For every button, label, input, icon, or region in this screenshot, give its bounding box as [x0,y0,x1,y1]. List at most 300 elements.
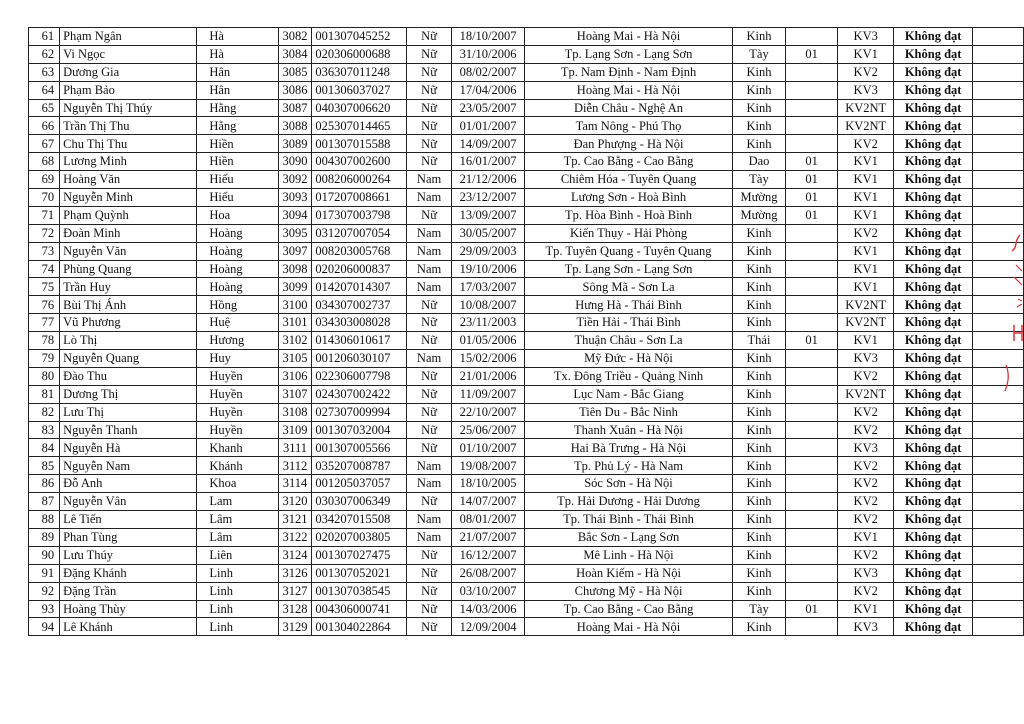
cell-gt: Nữ [407,582,452,600]
cell-ho: Đỗ Anh [60,475,197,493]
cell-ten: Huyền [197,403,278,421]
cell-note [972,564,1023,582]
cell-ho: Phạm Quỳnh [60,206,197,224]
cell-kq: Không đạt [894,278,973,296]
cell-ten: Khanh [197,439,278,457]
cell-ut [786,117,838,135]
cell-kq: Không đạt [894,582,973,600]
cell-ns: 01/01/2007 [451,117,524,135]
cell-kq: Không đạt [894,457,973,475]
cell-kv: KV2NT [838,314,894,332]
cell-ns: 17/04/2006 [451,81,524,99]
cell-ten: Hằng [197,99,278,117]
cell-cccd: 034207015508 [312,511,407,529]
cell-note [972,189,1023,207]
cell-ten: Linh [197,564,278,582]
table-row [29,564,1024,582]
cell-ho: Đặng Khánh [60,564,197,582]
cell-ns: 14/07/2007 [451,493,524,511]
cell-ho: Phùng Quang [60,260,197,278]
cell-ut: 01 [786,600,838,618]
cell-ut [786,493,838,511]
cell-ten: Huệ [197,314,278,332]
cell-note [972,457,1023,475]
cell-cccd: 020207003805 [312,528,407,546]
cell-sbd: 3088 [278,117,312,135]
cell-cccd: 001307038545 [312,582,407,600]
table-row [29,600,1024,618]
cell-ho: Trần Huy [60,278,197,296]
cell-dt: Mường [732,206,785,224]
cell-kv: KV3 [838,564,894,582]
cell-gt: Nam [407,171,452,189]
cell-ten: Hà [197,45,278,63]
table-row [29,439,1024,457]
cell-note [972,600,1023,618]
cell-gt: Nữ [407,117,452,135]
cell-gt: Nữ [407,439,452,457]
cell-ut [786,135,838,153]
cell-cccd: 001306037027 [312,81,407,99]
cell-kv: KV1 [838,278,894,296]
cell-sbd: 3100 [278,296,312,314]
cell-cccd: 001307027475 [312,546,407,564]
cell-kq: Không đạt [894,260,973,278]
cell-kq: Không đạt [894,475,973,493]
cell-sbd: 3094 [278,206,312,224]
cell-dt: Kinh [732,260,785,278]
cell-sbd: 3114 [278,475,312,493]
table-row [29,224,1024,242]
cell-qq: Tp. Cao Bằng - Cao Bằng [525,600,733,618]
table-row [29,278,1024,296]
cell-ten: Hương [197,332,278,350]
table-row [29,260,1024,278]
cell-ns: 03/10/2007 [451,582,524,600]
table-row [29,385,1024,403]
cell-ho: Nguyễn Hà [60,439,197,457]
cell-note [972,81,1023,99]
cell-kv: KV2 [838,582,894,600]
cell-ten: Hoàng [197,242,278,260]
cell-sbd: 3086 [278,81,312,99]
cell-gt: Nam [407,189,452,207]
cell-qq: Hoàng Mai - Hà Nội [525,28,733,46]
cell-gt: Nữ [407,493,452,511]
cell-stt: 91 [29,564,60,582]
cell-dt: Kinh [732,314,785,332]
cell-ns: 17/03/2007 [451,278,524,296]
cell-kq: Không đạt [894,63,973,81]
cell-ns: 23/05/2007 [451,99,524,117]
cell-kv: KV2 [838,403,894,421]
cell-ns: 22/10/2007 [451,403,524,421]
table-row [29,45,1024,63]
table-row [29,367,1024,385]
cell-sbd: 3093 [278,189,312,207]
cell-cccd: 040307006620 [312,99,407,117]
cell-ns: 15/02/2006 [451,350,524,368]
cell-note [972,63,1023,81]
cell-ns: 21/12/2006 [451,171,524,189]
cell-gt: Nam [407,260,452,278]
cell-kv: KV2 [838,475,894,493]
cell-cccd: 001307052021 [312,564,407,582]
cell-qq: Kiến Thụy - Hải Phòng [525,224,733,242]
cell-ut [786,296,838,314]
cell-ho: Nguyễn Minh [60,189,197,207]
cell-ho: Vi Ngọc [60,45,197,63]
cell-note [972,206,1023,224]
cell-ut [786,403,838,421]
cell-stt: 80 [29,367,60,385]
cell-dt: Kinh [732,278,785,296]
cell-sbd: 3112 [278,457,312,475]
cell-kv: KV2 [838,421,894,439]
table-row [29,99,1024,117]
cell-ten: Hiền [197,135,278,153]
cell-dt: Kinh [732,99,785,117]
cell-kv: KV1 [838,153,894,171]
cell-dt: Kinh [732,564,785,582]
cell-ten: Linh [197,618,278,636]
cell-note [972,117,1023,135]
cell-kq: Không đạt [894,367,973,385]
cell-dt: Kinh [732,296,785,314]
cell-cccd: 008203005768 [312,242,407,260]
cell-ten: Liên [197,546,278,564]
cell-note [972,493,1023,511]
cell-kq: Không đạt [894,600,973,618]
cell-ut: 01 [786,332,838,350]
cell-kv: KV1 [838,171,894,189]
cell-qq: Thanh Xuân - Hà Nội [525,421,733,439]
cell-cccd: 014207014307 [312,278,407,296]
table-row [29,528,1024,546]
cell-kq: Không đạt [894,332,973,350]
cell-note [972,403,1023,421]
cell-note [972,546,1023,564]
cell-ten: Hằng [197,117,278,135]
cell-ns: 31/10/2006 [451,45,524,63]
cell-gt: Nữ [407,618,452,636]
cell-qq: Tp. Cao Bằng - Cao Bằng [525,153,733,171]
cell-ho: Dương Thị [60,385,197,403]
cell-kv: KV1 [838,260,894,278]
cell-note [972,618,1023,636]
cell-gt: Nam [407,528,452,546]
cell-kq: Không đạt [894,45,973,63]
cell-dt: Kinh [732,475,785,493]
cell-ho: Nguyễn Thanh [60,421,197,439]
cell-cccd: 004306000741 [312,600,407,618]
cell-cccd: 008206000264 [312,171,407,189]
cell-kv: KV2NT [838,385,894,403]
cell-kv: KV1 [838,528,894,546]
cell-qq: Lương Sơn - Hoà Bình [525,189,733,207]
cell-gt: Nữ [407,135,452,153]
cell-stt: 66 [29,117,60,135]
cell-dt: Kinh [732,28,785,46]
cell-ho: Lê Tiến [60,511,197,529]
cell-ut [786,564,838,582]
cell-cccd: 001205037057 [312,475,407,493]
cell-kv: KV1 [838,242,894,260]
cell-kv: KV1 [838,206,894,224]
cell-stt: 69 [29,171,60,189]
cell-ten: Lâm [197,528,278,546]
cell-ten: Huyền [197,385,278,403]
cell-ho: Vũ Phương [60,314,197,332]
cell-cccd: 001307032004 [312,421,407,439]
cell-gt: Nữ [407,296,452,314]
cell-ns: 19/08/2007 [451,457,524,475]
cell-dt: Kinh [732,582,785,600]
cell-sbd: 3107 [278,385,312,403]
cell-note [972,528,1023,546]
table-row [29,618,1024,636]
cell-ns: 21/01/2006 [451,367,524,385]
cell-qq: Mỹ Đức - Hà Nội [525,350,733,368]
cell-gt: Nam [407,475,452,493]
cell-qq: Chương Mỹ - Hà Nội [525,582,733,600]
cell-ho: Trần Thị Thu [60,117,197,135]
cell-cccd: 004307002600 [312,153,407,171]
cell-stt: 67 [29,135,60,153]
cell-stt: 90 [29,546,60,564]
cell-ten: Hân [197,63,278,81]
cell-gt: Nữ [407,385,452,403]
cell-dt: Tày [732,171,785,189]
cell-kq: Không đạt [894,171,973,189]
cell-ut [786,475,838,493]
cell-ns: 01/10/2007 [451,439,524,457]
cell-gt: Nữ [407,206,452,224]
cell-sbd: 3099 [278,278,312,296]
cell-ut [786,260,838,278]
cell-kv: KV2 [838,367,894,385]
cell-cccd: 020306000688 [312,45,407,63]
cell-note [972,28,1023,46]
cell-stt: 71 [29,206,60,224]
cell-ns: 01/05/2006 [451,332,524,350]
cell-qq: Tiên Du - Bắc Ninh [525,403,733,421]
table-row [29,153,1024,171]
cell-ut [786,511,838,529]
cell-dt: Kinh [732,81,785,99]
cell-ten: Hiền [197,153,278,171]
cell-ut: 01 [786,206,838,224]
cell-kv: KV1 [838,600,894,618]
cell-kq: Không đạt [894,189,973,207]
cell-dt: Dao [732,153,785,171]
cell-kv: KV1 [838,45,894,63]
cell-qq: Tp. Lạng Sơn - Lạng Sơn [525,260,733,278]
table-row [29,135,1024,153]
cell-ut [786,421,838,439]
cell-ns: 23/12/2007 [451,189,524,207]
cell-ut [786,582,838,600]
cell-sbd: 3082 [278,28,312,46]
cell-qq: Tx. Đông Triều - Quảng Ninh [525,367,733,385]
cell-kv: KV3 [838,439,894,457]
cell-cccd: 014306010617 [312,332,407,350]
cell-kv: KV3 [838,618,894,636]
table-row [29,171,1024,189]
cell-stt: 72 [29,224,60,242]
cell-kq: Không đạt [894,224,973,242]
cell-ns: 08/02/2007 [451,63,524,81]
cell-stt: 73 [29,242,60,260]
cell-sbd: 3111 [278,439,312,457]
cell-gt: Nữ [407,421,452,439]
cell-cccd: 020206000837 [312,260,407,278]
cell-kv: KV2 [838,546,894,564]
cell-gt: Nữ [407,28,452,46]
cell-sbd: 3129 [278,618,312,636]
cell-ho: Đặng Trần [60,582,197,600]
cell-ut [786,28,838,46]
cell-ten: Huyền [197,421,278,439]
cell-sbd: 3092 [278,171,312,189]
table-row [29,189,1024,207]
cell-dt: Kinh [732,493,785,511]
cell-ns: 16/01/2007 [451,153,524,171]
cell-kq: Không đạt [894,206,973,224]
cell-ns: 23/11/2003 [451,314,524,332]
cell-ut: 01 [786,171,838,189]
cell-stt: 75 [29,278,60,296]
cell-sbd: 3109 [278,421,312,439]
cell-note [972,421,1023,439]
cell-qq: Tp. Hòa Bình - Hoà Bình [525,206,733,224]
cell-ten: Khánh [197,457,278,475]
cell-gt: Nam [407,224,452,242]
cell-qq: Hoàng Mai - Hà Nội [525,81,733,99]
cell-kv: KV2 [838,511,894,529]
cell-ho: Hoàng Văn [60,171,197,189]
cell-kq: Không đạt [894,296,973,314]
candidate-table [28,27,1024,636]
cell-qq: Sông Mã - Sơn La [525,278,733,296]
cell-qq: Tp. Phủ Lý - Hà Nam [525,457,733,475]
cell-cccd: 001206030107 [312,350,407,368]
cell-stt: 93 [29,600,60,618]
cell-ho: Bùi Thị Ánh [60,296,197,314]
cell-kq: Không đạt [894,403,973,421]
table-row [29,81,1024,99]
cell-ns: 29/09/2003 [451,242,524,260]
cell-ho: Lưu Thúy [60,546,197,564]
cell-ut [786,457,838,475]
cell-qq: Lục Nam - Bắc Giang [525,385,733,403]
cell-dt: Kinh [732,528,785,546]
cell-note [972,153,1023,171]
cell-qq: Đan Phượng - Hà Nội [525,135,733,153]
cell-kq: Không đạt [894,314,973,332]
table-row [29,475,1024,493]
table-row [29,296,1024,314]
cell-dt: Kinh [732,511,785,529]
cell-gt: Nữ [407,45,452,63]
table-row [29,206,1024,224]
cell-kv: KV2 [838,135,894,153]
cell-sbd: 3097 [278,242,312,260]
cell-qq: Tp. Nam Định - Nam Định [525,63,733,81]
cell-ho: Dương Gia [60,63,197,81]
cell-sbd: 3127 [278,582,312,600]
table-row [29,63,1024,81]
cell-stt: 92 [29,582,60,600]
cell-kq: Không đạt [894,350,973,368]
cell-stt: 82 [29,403,60,421]
cell-kv: KV2NT [838,99,894,117]
cell-sbd: 3121 [278,511,312,529]
cell-stt: 63 [29,63,60,81]
cell-dt: Kinh [732,457,785,475]
cell-ten: Hiếu [197,189,278,207]
cell-ns: 11/09/2007 [451,385,524,403]
cell-ten: Hoàng [197,260,278,278]
cell-stt: 86 [29,475,60,493]
cell-stt: 84 [29,439,60,457]
cell-qq: Hai Bà Trưng - Hà Nội [525,439,733,457]
cell-kq: Không đạt [894,439,973,457]
cell-qq: Hưng Hà - Thái Bình [525,296,733,314]
cell-ten: Khoa [197,475,278,493]
cell-gt: Nữ [407,367,452,385]
cell-ten: Hoàng [197,278,278,296]
cell-kv: KV2 [838,63,894,81]
cell-dt: Kinh [732,618,785,636]
cell-ho: Hoàng Thùy [60,600,197,618]
cell-gt: Nữ [407,63,452,81]
cell-ns: 10/08/2007 [451,296,524,314]
cell-ns: 13/09/2007 [451,206,524,224]
cell-cccd: 027307009994 [312,403,407,421]
cell-gt: Nam [407,511,452,529]
cell-ut [786,224,838,242]
cell-sbd: 3106 [278,367,312,385]
cell-qq: Tp. Thái Bình - Thái Bình [525,511,733,529]
cell-dt: Kinh [732,117,785,135]
cell-dt: Kinh [732,63,785,81]
cell-ns: 19/10/2006 [451,260,524,278]
table-row [29,582,1024,600]
cell-ho: Nguyễn Nam [60,457,197,475]
cell-ns: 21/07/2007 [451,528,524,546]
cell-dt: Kinh [732,242,785,260]
cell-qq: Thuận Châu - Sơn La [525,332,733,350]
cell-ho: Đào Thu [60,367,197,385]
cell-stt: 70 [29,189,60,207]
cell-kq: Không đạt [894,564,973,582]
cell-qq: Hoàng Mai - Hà Nội [525,618,733,636]
table-row [29,511,1024,529]
cell-ut [786,546,838,564]
cell-ten: Hồng [197,296,278,314]
cell-ten: Huyền [197,367,278,385]
cell-qq: Chiêm Hóa - Tuyên Quang [525,171,733,189]
cell-dt: Kinh [732,385,785,403]
cell-ns: 26/08/2007 [451,564,524,582]
cell-note [972,99,1023,117]
cell-kq: Không đạt [894,546,973,564]
cell-ten: Hiếu [197,171,278,189]
cell-ten: Hân [197,81,278,99]
cell-ho: Nguyễn Thị Thúy [60,99,197,117]
cell-gt: Nữ [407,153,452,171]
